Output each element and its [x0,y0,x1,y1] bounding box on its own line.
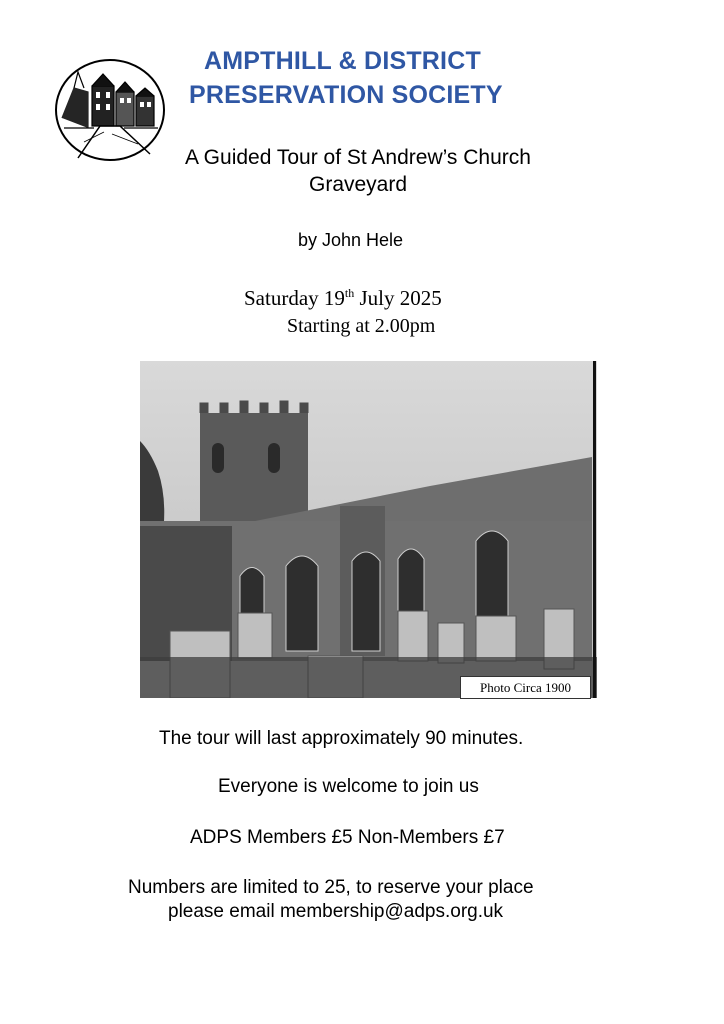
org-name-line2: PRESERVATION SOCIETY [189,81,503,109]
limit-text-line2: please email membership@adps.org.uk [168,901,504,922]
church-photo-icon [140,361,597,698]
date-ordinal: th [344,286,355,300]
date-prefix: Saturday 19 [244,286,345,310]
event-title-line1: A Guided Tour of St Andrew’s Church [185,146,531,169]
prices-text: ADPS Members £5 Non-Members £7 [190,827,505,848]
start-time: Starting at 2.00pm [287,315,436,337]
byline: by John Hele [298,230,404,250]
event-title-line2: Graveyard [309,173,408,196]
photo-edge [593,361,596,698]
org-name-line1: AMPTHILL & DISTRICT [204,47,481,75]
date-rest: July 2025 [354,286,442,310]
limit-text-line1: Numbers are limited to 25, to reserve your place [128,877,534,898]
town-street-logo-icon [54,58,166,162]
photo-caption: Photo Circa 1900 [460,676,591,699]
event-date [244,284,442,312]
welcome-text: Everyone is welcome to join us [218,776,479,797]
duration-text: The tour will last approximately 90 minutes. [159,728,524,749]
